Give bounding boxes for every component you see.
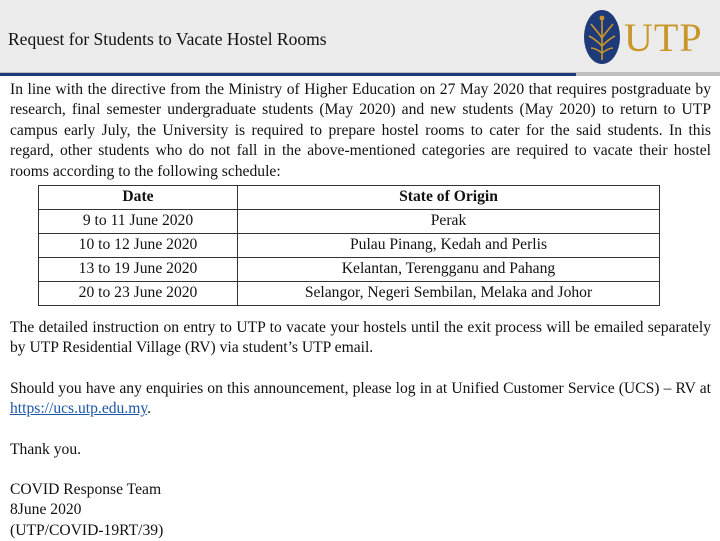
utp-emblem-icon <box>582 8 622 66</box>
thanks-text: Thank you. <box>10 440 82 458</box>
header-bar <box>0 0 720 72</box>
state-cell: Kelantan, Terengganu and Pahang <box>238 258 660 282</box>
table-row <box>39 282 660 306</box>
announcement-body <box>10 80 711 541</box>
intro-paragraph: In line with the directive from the Ministry of Higher Education on 27 May 2020 that requires postgraduate by research, final semester undergraduate students (May 2020) and new students (May 2020) to return to UTP campus early July, the University is required to prepare hostel rooms to cater for the said students. In this regard, other students who do not fall in the above-mentioned categories are required to vacate their hostel rooms according to the following schedule: <box>10 81 711 180</box>
signature-team: COVID Response Team <box>10 481 162 499</box>
enquiry-paragraph <box>10 379 711 420</box>
state-cell: Pulau Pinang, Kedah and Perlis <box>238 234 660 258</box>
table-row <box>39 234 660 258</box>
schedule-table <box>38 185 660 306</box>
state-cell: Selangor, Negeri Sembilan, Melaka and Johor <box>238 282 660 306</box>
logo-text: UTP <box>624 15 703 60</box>
table-row <box>39 258 660 282</box>
header-accent-divider <box>0 73 576 76</box>
date-cell: 20 to 23 June 2020 <box>39 282 238 306</box>
instruction-paragraph: The detailed instruction on entry to UTP to vacate your hostels until the exit process will be emailed separately by UTP Residential Village (RV) via student’s UTP email. <box>10 319 711 357</box>
signature-reference: (UTP/COVID-19RT/39) <box>10 521 164 539</box>
ucs-link[interactable]: https://ucs.utp.edu.my <box>10 400 148 418</box>
utp-logo <box>582 8 716 66</box>
table-header-row <box>39 186 660 210</box>
column-header-state: State of Origin <box>238 186 660 210</box>
enquiry-end: . <box>147 400 152 418</box>
date-cell: 13 to 19 June 2020 <box>39 258 238 282</box>
table-row <box>39 210 660 234</box>
page-title: Request for Students to Vacate Hostel Rooms <box>8 29 327 49</box>
date-cell: 10 to 12 June 2020 <box>39 234 238 258</box>
state-cell: Perak <box>238 210 660 234</box>
signature-date: 8June 2020 <box>10 501 82 519</box>
enquiry-text: Should you have any enquiries on this announcement, please log in at Unified Customer Service (UCS) – RV at <box>10 379 711 397</box>
column-header-date: Date <box>39 186 238 210</box>
date-cell: 9 to 11 June 2020 <box>39 210 238 234</box>
